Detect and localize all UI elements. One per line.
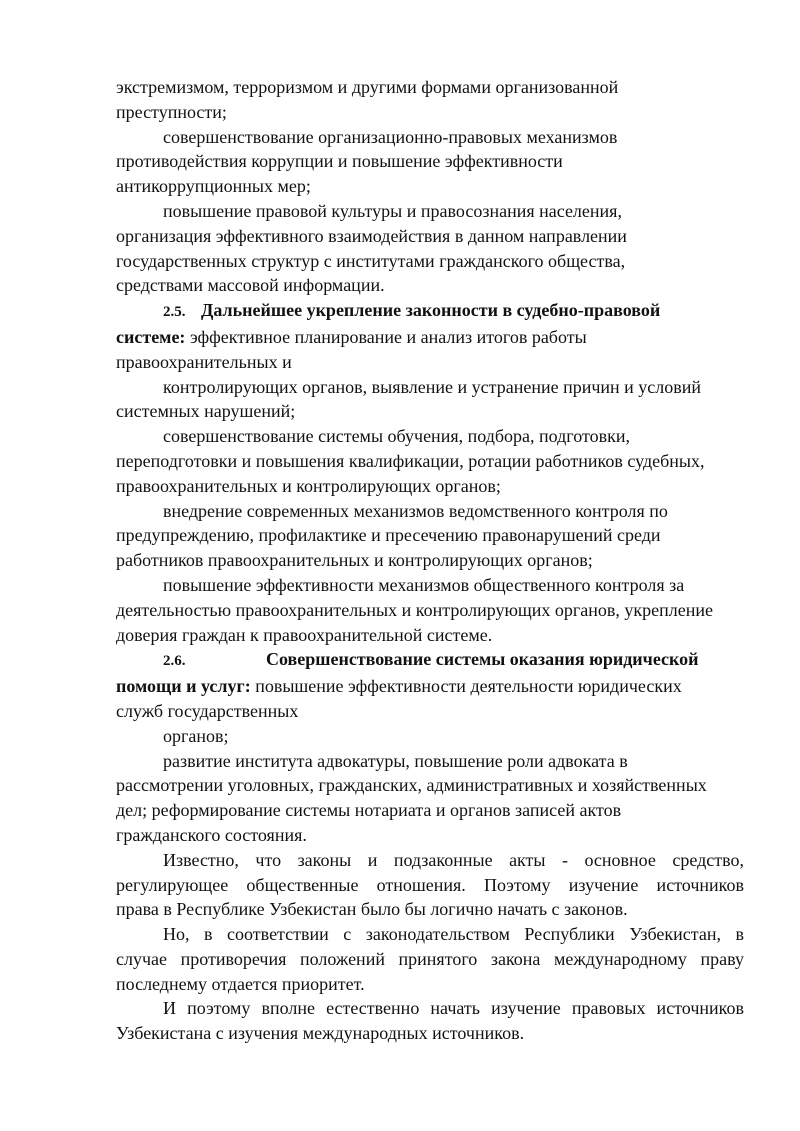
text-line: государственных структур с институтами гражданского общества, [116,250,626,271]
text-line: Узбекистана с изучения международных источников. [116,1023,525,1044]
text-line: системных нарушений; [116,401,296,422]
text-line: противодействия коррупции и повышение эффективности [116,151,563,172]
text-line: служб государственных [116,700,299,721]
text-line [116,674,744,699]
paragraph-control-bodies [116,375,744,425]
text-line: антикоррупционных мер; [116,176,311,197]
text-line: организация эффективного взаимодействия в данном направлении [116,225,627,246]
document-page [116,75,744,1046]
text-line: совершенствование организационно-правовых механизмов [163,126,618,147]
paragraph-extremism [116,75,744,125]
section-heading-line [116,647,744,674]
text-line: экстремизмом, терроризмом и другими формами организованной [116,77,619,97]
paragraph-training [116,424,744,498]
text-line: внедрение современных механизмов ведомственного контроля по [163,500,668,521]
paragraph-internal-control [116,499,744,573]
text-line: развитие института адвокатуры, повышение роли адвоката в [163,750,628,771]
paragraph-public-control [116,573,744,647]
paragraph-anticorruption [116,125,744,199]
text-line: повышение правовой культуры и правосознания населения, [163,200,622,221]
text-line: рассмотрении уголовных, гражданских, административных и хозяйственных [116,775,707,796]
text-line: Но, в соответствии с законодательством Республики Узбекистан, в [163,924,744,945]
section-number: 2.5. [163,304,186,321]
text-line: Известно, что законы и подзаконные акты - основное средство, [163,849,744,870]
text-line: доверия граждан к правоохранительной системе. [116,624,493,645]
paragraph-advocacy [116,749,744,848]
paragraph-legal-culture [116,199,744,298]
text-line: органов; [163,725,229,746]
paragraph-laws [116,848,744,922]
text-line: повышение эффективности механизмов общественного контроля за [163,574,685,595]
text-line: случае противоречия положений принятого закона международному праву [116,948,744,969]
section-heading: Дальнейшее укрепление законности в судебно-правовой [201,300,661,321]
text-line: работников правоохранительных и контролирующих органов; [116,550,593,571]
paragraph-conclusion [116,996,744,1046]
text-line: правоохранительных и контролирующих органов; [116,475,501,496]
text-line: контролирующих органов, выявление и устранение причин и условий [163,376,702,397]
text-line: средствами массовой информации. [116,275,385,296]
section-2-6 [116,647,744,748]
section-heading-tail: помощи и услуг: [116,676,251,697]
text-line: правоохранительных и [116,351,292,372]
section-text: эффективное планирование и анализ итогов работы [185,326,587,347]
text-line: последнему отдается приоритет. [116,973,365,994]
text-line: предупреждению, профилактике и пресечению правонарушений среди [116,525,661,546]
text-line: И поэтому вполне естественно начать изучение правовых источников [163,998,744,1019]
text-line: деятельностью правоохранительных и контролирующих органов, укрепление [116,599,714,620]
text-line: совершенствование системы обучения, подбора, подготовки, [163,426,630,447]
section-2-5 [116,298,744,374]
text-line [116,325,744,350]
text-line: дел; реформирование системы нотариата и органов записей актов [116,800,622,821]
text-line: преступности; [116,101,227,122]
text-line: регулирующее общественные отношения. Поэтому изучение источников [116,874,744,895]
text-line: переподготовки и повышения квалификации, ротации работников судебных, [116,450,705,471]
section-number: 2.6. [163,653,186,670]
section-heading-line [116,298,744,325]
section-heading-tail: системе: [116,326,186,347]
paragraph-international-law [116,922,744,996]
text-line: гражданского состояния. [116,824,307,845]
section-text: повышение эффективности деятельности юридических [250,676,682,697]
section-heading: Совершенствование системы оказания юридической [266,649,699,670]
text-line: права в Республике Узбекистан было бы логично начать с законов. [116,899,628,920]
